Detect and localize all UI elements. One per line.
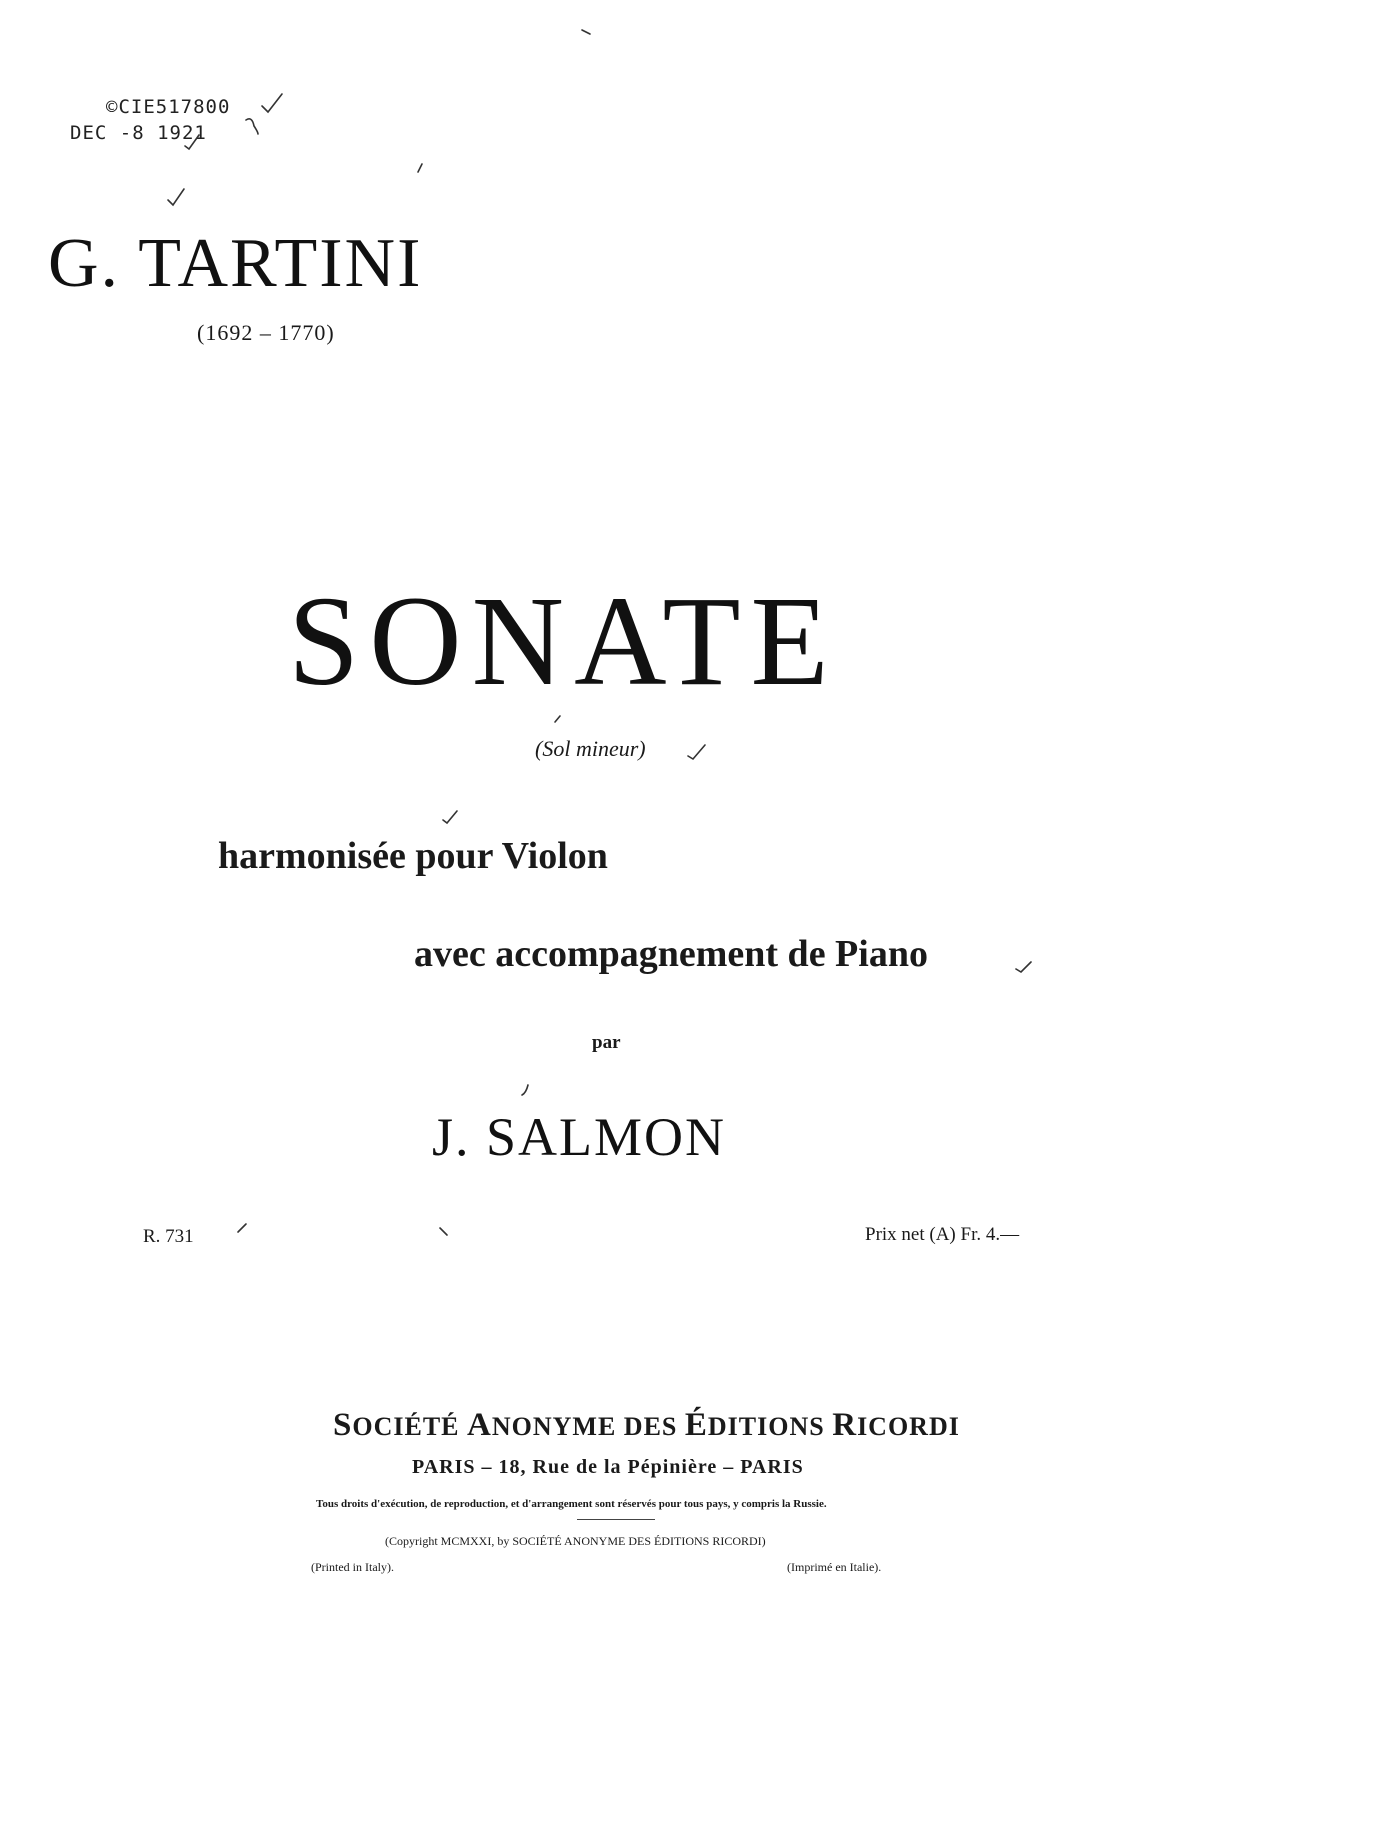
- copyright-stamp-number: ©CIE517800: [106, 96, 231, 118]
- composer-dates: (1692 – 1770): [197, 320, 335, 345]
- publisher-name-part: ICORDI: [857, 1412, 960, 1441]
- by-label: par: [592, 1032, 621, 1053]
- subtitle-line-2: avec accompagnement de Piano: [414, 933, 928, 975]
- catalog-number: R. 731: [143, 1226, 194, 1247]
- price: Prix net (A) Fr. 4.—: [865, 1224, 1020, 1245]
- publisher-name-part: S: [333, 1407, 353, 1443]
- publisher-name-part: DITIONS: [707, 1412, 833, 1441]
- divider: [577, 1519, 655, 1520]
- printed-in-italy-en: (Printed in Italy).: [311, 1560, 394, 1574]
- publisher-name-part: OCIÉTÉ: [352, 1412, 468, 1441]
- composer-name: G. TARTINI: [48, 225, 423, 302]
- work-title: SONATE: [288, 570, 839, 712]
- publisher-address: PARIS – 18, Rue de la Pépinière – PARIS: [412, 1456, 804, 1478]
- publisher-name-part: R: [832, 1407, 858, 1443]
- arranger-name: J. SALMON: [432, 1107, 727, 1167]
- rights-notice: Tous droits d'exécution, de reproduction, et d'arrangement sont réservés pour tous pays, y compris la Russie.: [316, 1498, 827, 1510]
- publisher-name: [333, 1407, 960, 1444]
- publisher-name-part: A: [467, 1407, 492, 1443]
- publisher-name-part: É: [684, 1407, 708, 1443]
- subtitle-line-1: harmonisée pour Violon: [218, 835, 608, 877]
- copyright-notice: (Copyright MCMXXI, by SOCIÉTÉ ANONYME DES ÉDITIONS RICORDI): [385, 1534, 766, 1548]
- copyright-stamp-date: DEC -8 1921: [70, 122, 207, 144]
- printed-in-italy-fr: (Imprimé en Italie).: [787, 1560, 882, 1574]
- work-key: (Sol mineur): [535, 736, 646, 761]
- publisher-name-part: NONYME DES: [491, 1412, 685, 1441]
